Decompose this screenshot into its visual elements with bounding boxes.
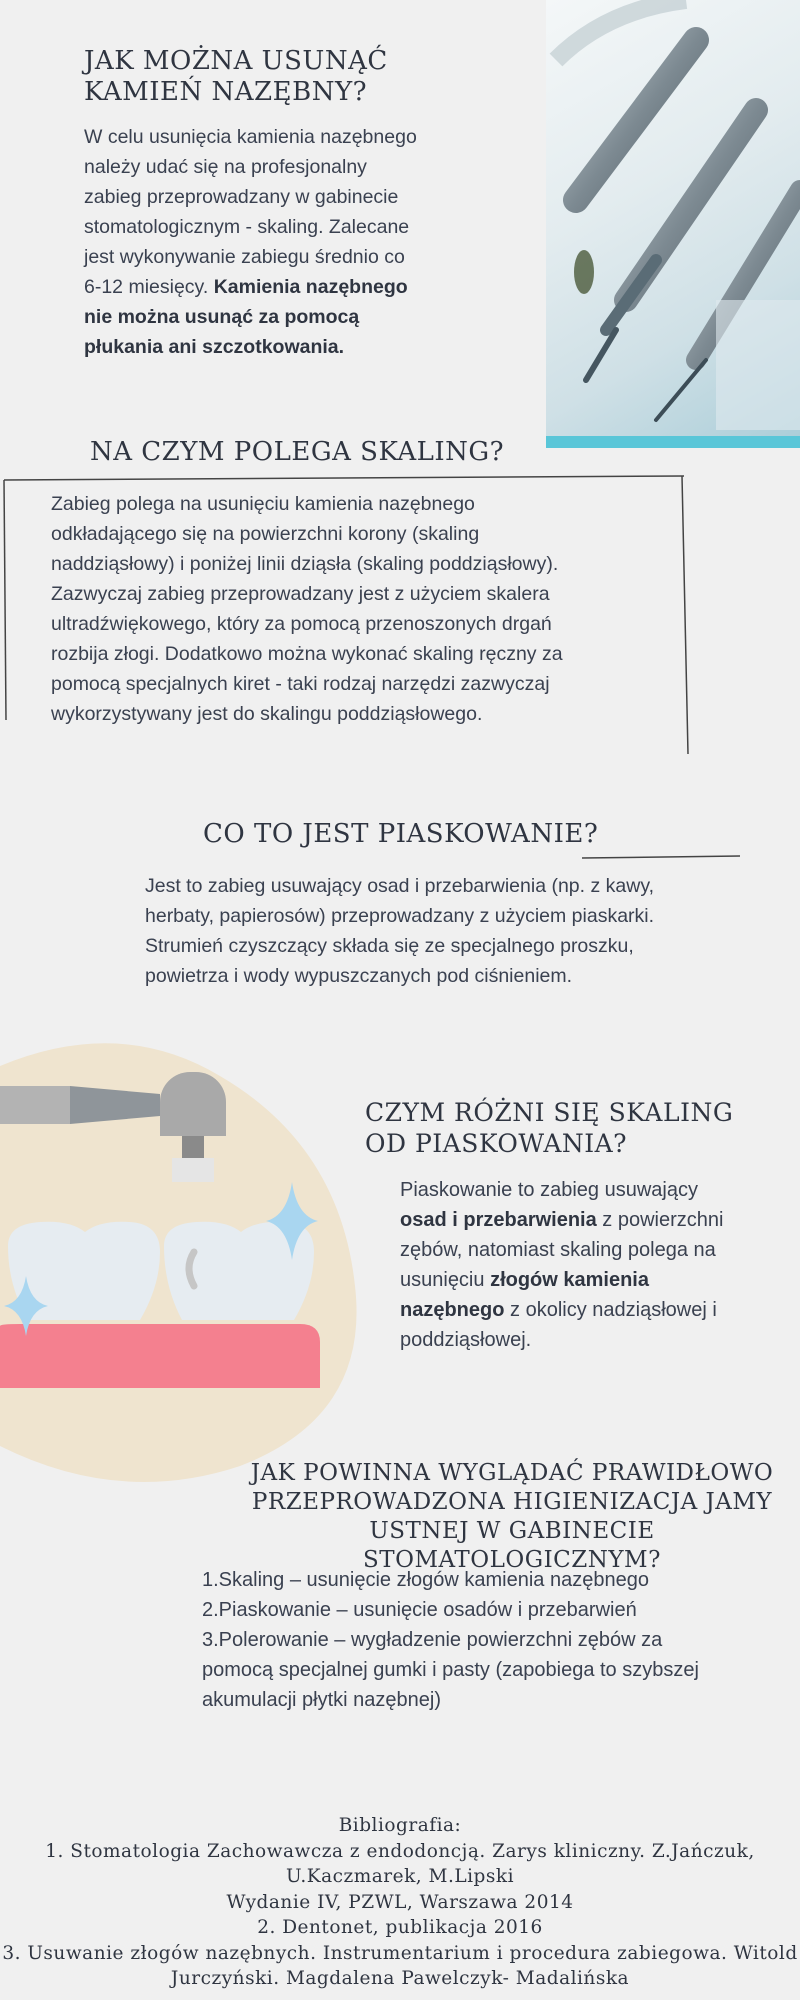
section1-bold-line-2: płukania ani szczotkowania. xyxy=(84,336,345,358)
bibliography-heading: Bibliografia: xyxy=(338,1815,462,1836)
section2-title: NA CZYM POLEGA SKALING? xyxy=(90,437,505,467)
section5-list xyxy=(202,1565,699,1715)
section3-text xyxy=(145,871,654,991)
section1-line-6 xyxy=(84,272,417,302)
section1-line-3: zabieg przeprowadzany w gabinecie xyxy=(84,186,399,208)
section2-line-5: ultradźwiękowego, który za pomocą przenoszonych drgań xyxy=(51,613,552,635)
bibliography-line-1: 1. Stomatologia Zachowawcza z endodoncją. Zarys kliniczny. Z.Jańczuk, xyxy=(45,1840,755,1862)
section5-list-item-3-cont: pomocą specjalnej gumki i pasty (zapobiega to szybszej xyxy=(202,1659,699,1681)
section4-line-4-bold: złogów kamienia xyxy=(490,1269,649,1291)
section1-title-line-1: JAK MOŻNA USUNĄĆ xyxy=(84,46,388,76)
section3-line-4: powietrza i wody wypuszczanych pod ciśnieniem. xyxy=(145,965,573,987)
section4-line-5-plain: z okolicy nadziąsłowej i xyxy=(504,1299,717,1321)
section2-line-8: wykorzystywany jest do skalingu poddziąsłowego. xyxy=(51,703,483,725)
section1-line-1: W celu usunięcia kamienia nazębnego xyxy=(84,126,417,148)
section2-line-3: naddziąsłowy) i poniżej linii dziąsła (skaling poddziąsłowy). xyxy=(51,553,559,575)
section3-title: CO TO JEST PIASKOWANIE? xyxy=(203,819,599,849)
section5-title-line-1: JAK POWINNA WYGLĄDAĆ PRAWIDŁOWO xyxy=(250,1460,774,1486)
bibliography-line-5: 3. Usuwanie złogów nazębnych. Instrumentarium i procedura zabiegowa. Witold xyxy=(2,1942,798,1964)
section1-line-5: jest wykonywanie zabiegu średnio co xyxy=(84,246,405,268)
section4-line-3: zębów, natomiast skaling polega na xyxy=(400,1239,716,1261)
section3-line-3: Strumień czyszczący składa się ze specjalnego proszku, xyxy=(145,935,634,957)
section2-line-4: Zazwyczaj zabieg przeprowadzany jest z użyciem skalera xyxy=(51,583,550,605)
section4-line-5 xyxy=(400,1295,723,1325)
section1-line-2: należy udać się na profesjonalny xyxy=(84,156,367,178)
section3-line-1: Jest to zabieg usuwający osad i przebarwienia (np. z kawy, xyxy=(145,875,655,897)
section4-line-1: Piaskowanie to zabieg usuwający xyxy=(400,1179,698,1201)
bibliography-line-2: U.Kaczmarek, M.Lipski xyxy=(285,1866,515,1887)
bibliography xyxy=(0,1813,800,1992)
section1-title xyxy=(84,46,388,108)
section4-line-2 xyxy=(400,1205,723,1235)
gum-icon xyxy=(0,1324,320,1388)
section4-line-4 xyxy=(400,1265,723,1295)
section1-title-line-2: KAMIEŃ NAZĘBNY? xyxy=(84,77,368,107)
section1-bold-line-1: nie można usunąć za pomocą xyxy=(84,306,360,328)
section4-line-4-plain: usunięciu xyxy=(400,1269,491,1291)
section5-title xyxy=(232,1459,792,1575)
section2-line-1: Zabieg polega na usunięciu kamienia nazębnego xyxy=(51,493,475,515)
section5-list-item-2: 2.Piaskowanie – usunięcie osadów i przebarwień xyxy=(202,1599,637,1621)
section4-title-line-1: CZYM RÓŻNI SIĘ SKALING xyxy=(365,1098,734,1127)
section1-line-4: stomatologicznym - skaling. Zalecane xyxy=(84,216,410,238)
section4-line-2-bold: osad i przebarwienia xyxy=(400,1209,597,1231)
bibliography-line-4: 2. Dentonet, publikacja 2016 xyxy=(257,1917,543,1938)
section5-list-item-3: 3.Polerowanie – wygładzenie powierzchni zębów za xyxy=(202,1629,663,1651)
section2-line-2: odkładającego się na powierzchni korony (skaling xyxy=(51,523,480,545)
dental-instruments-photo xyxy=(546,0,800,448)
bibliography-line-3: Wydanie IV, PZWL, Warszawa 2014 xyxy=(226,1891,574,1913)
section5-list-item-3-cont-2: akumulacji płytki nazębnej) xyxy=(202,1689,442,1711)
teeth-illustration xyxy=(0,1036,370,1486)
section5-list-item-1: 1.Skaling – usunięcie złogów kamienia nazębnego xyxy=(202,1569,649,1591)
bibliography-line-6: Jurczyński. Magdalena Pawelczyk- Madalińska xyxy=(170,1968,630,1989)
section4-line-6: poddziąsłowej. xyxy=(400,1329,532,1351)
section4-text xyxy=(400,1175,723,1355)
section5-title-line-3: USTNEJ W GABINECIE STOMATOLOGICZNYM? xyxy=(363,1518,661,1573)
section5-title-line-2: PRZEPROWADZONA HIGIENIZACJA JAMY xyxy=(251,1489,773,1515)
section4-title-line-2: OD PIASKOWANIA? xyxy=(365,1129,628,1158)
section2-line-7: pomocą specjalnych kiret - taki rodzaj narzędzi zazwyczaj xyxy=(51,673,550,695)
section1-line-6-plain: 6-12 miesięcy. xyxy=(84,276,214,298)
section3-line-2: herbaty, papierosów) przeprowadzany z użyciem piaskarki. xyxy=(145,905,655,927)
section4-line-5-bold: nazębnego xyxy=(400,1299,505,1321)
section2-line-6: rozbija złogi. Dodatkowo można wykonać skaling ręczny za xyxy=(51,643,563,665)
section4-title xyxy=(365,1097,733,1159)
section1-text xyxy=(84,122,417,362)
dental-instruments-icon xyxy=(546,0,800,448)
section1-line-6-bold: Kamienia nazębnego xyxy=(213,276,408,298)
section2-text xyxy=(51,489,563,729)
section4-line-2-plain: z powierzchni xyxy=(596,1209,724,1231)
